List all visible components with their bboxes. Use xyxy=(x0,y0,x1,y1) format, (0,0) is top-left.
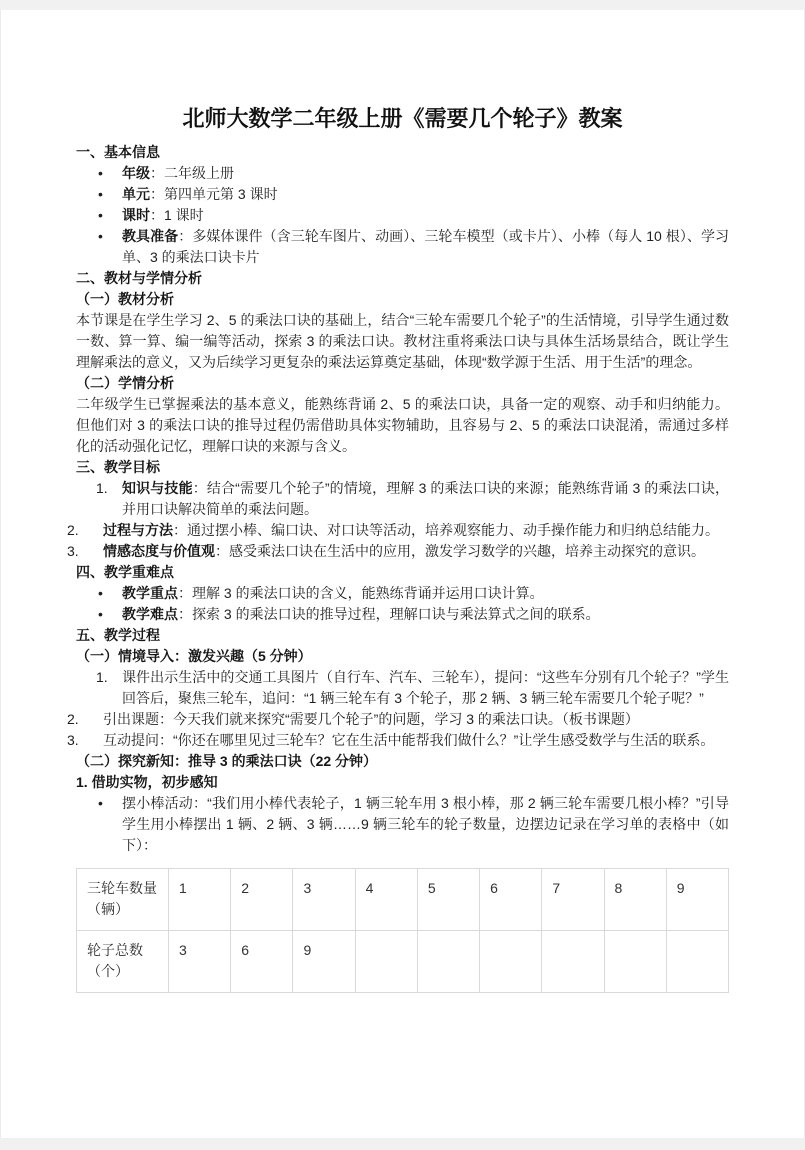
section-heading-key-points: 四、教学重难点 xyxy=(76,564,174,580)
teaching-goals-list xyxy=(67,478,730,562)
list-item-text: 摆小棒活动：“我们用小棒代表轮子，1 辆三轮车用 3 根小棒，那 2 辆三轮车需要几根小棒？”引导学生用小棒摆出 1 辆、2 辆、3 辆……9 辆三轮车的轮子数量，边摆边记录在学习单的表格中（如下）： xyxy=(122,795,729,853)
label-separator: ： xyxy=(192,480,207,496)
table-cell: 9 xyxy=(293,931,355,993)
subheading-textbook-analysis: （一）教材分析 xyxy=(76,291,174,307)
section-heading-teaching-goals: 三、教学目标 xyxy=(76,459,160,475)
list-item-text xyxy=(122,478,729,520)
item-label: 单元 xyxy=(122,186,150,202)
item-value: 理解 3 的乘法口诀的含义，能熟练背诵并运用口诀计算。 xyxy=(192,585,544,601)
item-value: 第四单元第 3 课时 xyxy=(164,186,278,202)
section-heading-teaching-process: 五、教学过程 xyxy=(76,627,160,643)
list-item-text xyxy=(122,163,729,184)
table-cell: 6 xyxy=(480,869,542,931)
list-item-text: 互动提问：“你还在哪里见过三轮车？它在生活中能帮我们做什么？”让学生感受数学与生活的联系。 xyxy=(103,732,715,748)
label-separator: ： xyxy=(178,228,193,244)
document-title: 北师大数学二年级上册《需要几个轮子》教案 xyxy=(182,106,623,131)
list-item-text xyxy=(122,184,729,205)
label-separator: ： xyxy=(150,186,164,202)
label-separator: ： xyxy=(150,207,164,223)
section-heading-basic-info: 一、基本信息 xyxy=(76,144,160,160)
list-item-grade xyxy=(98,163,729,184)
paragraph-student-analysis: 二年级学生已掌握乘法的基本意义，能熟练背诵 2、5 的乘法口诀，具备一定的观察、动手和归纳能力。但他们对 3 的乘法口诀的推导过程仍需借助具体实物辅助，且容易与 2、5 的乘法口诀混淆，需通过多样化的活动强化记忆，理解口诀的来源与含义。 xyxy=(76,396,729,454)
item-label: 教学重点 xyxy=(122,585,178,601)
bullet-icon: • xyxy=(98,228,103,244)
document-page xyxy=(0,10,805,1138)
goal-item-process xyxy=(67,520,729,541)
label-separator: ： xyxy=(150,165,164,181)
list-number: 3. xyxy=(67,732,79,748)
subheading-student-analysis: （二）学情分析 xyxy=(76,375,174,391)
list-item-text: 引出课题：今天我们就来探究“需要几个轮子”的问题，学习 3 的乘法口诀。（板书课题） xyxy=(103,711,639,727)
list-number: 2. xyxy=(67,522,79,538)
table-cell: 4 xyxy=(355,869,417,931)
item-label: 知识与技能 xyxy=(122,480,193,496)
table-cell xyxy=(355,931,417,993)
bullet-icon: • xyxy=(98,585,103,601)
item-value: 感受乘法口诀在生活中的应用，激发学习数学的兴趣，培养主动探究的意识。 xyxy=(229,543,705,559)
table-cell: 1 xyxy=(169,869,231,931)
table-cell: 7 xyxy=(542,869,604,931)
list-item-text: 课件出示生活中的交通工具图片（自行车、汽车、三轮车），提问：“这些车分别有几个轮子？”学生回答后，聚焦三轮车，追问：“1 辆三轮车有 3 个轮子，那 2 辆、3 辆三轮车需要几个轮子呢？” xyxy=(122,669,729,706)
label-separator: ： xyxy=(178,606,192,622)
list-item-teaching-aids xyxy=(98,226,729,268)
item-value: 1 课时 xyxy=(164,207,204,223)
table-cell: 6 xyxy=(231,931,293,993)
table-cell: 3 xyxy=(169,931,231,993)
intro-step-1 xyxy=(96,667,729,709)
table-cell: 2 xyxy=(231,869,293,931)
list-item-text xyxy=(122,226,729,268)
wheel-count-table xyxy=(76,868,729,993)
stick-activity-item xyxy=(98,793,729,856)
key-point-item xyxy=(98,583,729,604)
table-cell xyxy=(604,931,666,993)
list-number: 1. xyxy=(96,480,108,496)
item-value: 二年级上册 xyxy=(164,165,234,181)
list-item-text xyxy=(122,205,729,226)
bullet-icon: • xyxy=(98,207,103,223)
table-cell: 5 xyxy=(417,869,479,931)
item-label: 教具准备 xyxy=(122,228,179,244)
list-number: 2. xyxy=(67,711,79,727)
section-heading-material-analysis: 二、教材与学情分析 xyxy=(76,270,202,286)
bullet-icon: • xyxy=(98,795,103,811)
intro-steps-list xyxy=(67,667,729,751)
table-cell xyxy=(666,931,728,993)
list-item-text xyxy=(122,604,729,625)
list-item-text xyxy=(103,541,729,562)
item-value: 结合“需要几个轮子”的情境，理解 3 的乘法口诀的来源；能熟练背诵 3 的乘法口诀，并用口诀解决简单的乘法问题。 xyxy=(122,480,730,517)
label-separator: ： xyxy=(215,543,229,559)
table-cell xyxy=(542,931,604,993)
label-separator: ： xyxy=(173,522,187,538)
table-cell: 3 xyxy=(293,869,355,931)
item-label: 教学难点 xyxy=(122,606,178,622)
bullet-icon: • xyxy=(98,165,103,181)
key-points-list xyxy=(76,583,729,625)
list-number: 1. xyxy=(96,669,108,685)
table-cell xyxy=(417,931,479,993)
item-value: 多媒体课件（含三轮车图片、动画）、三轮车模型（或卡片）、小棒（每人 10 根）、学习单、3 的乘法口诀卡片 xyxy=(122,228,730,265)
item-value: 探索 3 的乘法口诀的推导过程，理解口诀与乘法算式之间的联系。 xyxy=(192,606,600,622)
step-heading-hands-on: 1. 借助实物，初步感知 xyxy=(76,774,218,790)
item-label: 课时 xyxy=(122,207,150,223)
goal-item-knowledge xyxy=(96,478,729,520)
bullet-icon: • xyxy=(98,186,103,202)
paragraph-textbook-analysis: 本节课是在学生学习 2、5 的乘法口诀的基础上，结合“三轮车需要几个轮子”的生活情境，引导学生通过数一数、算一算、编一编等活动，探索 3 的乘法口诀。教材注重将乘法口诀与具体生活场景结合，既让学生理解乘法的意义，又为后续学习更复杂的乘法运算奠定基础，体现“数学源于生活、用于生活”的理念。 xyxy=(76,312,729,370)
table-cell: 8 xyxy=(604,869,666,931)
goal-item-emotion xyxy=(67,541,729,562)
table-cell xyxy=(480,931,542,993)
intro-step-2 xyxy=(67,709,729,730)
list-item-text xyxy=(122,583,729,604)
subheading-situation-intro: （一）情境导入：激发兴趣（5 分钟） xyxy=(76,648,312,664)
item-label: 过程与方法 xyxy=(103,522,173,538)
row-header-wheel-total: 轮子总数（个） xyxy=(77,931,169,993)
table-row-tricycle-count xyxy=(77,869,729,931)
list-number: 3. xyxy=(67,543,79,559)
item-label: 年级 xyxy=(122,165,150,181)
list-item-unit xyxy=(98,184,729,205)
table-row-wheel-total xyxy=(77,931,729,993)
item-value: 通过摆小棒、编口诀、对口诀等活动，培养观察能力、动手操作能力和归纳总结能力。 xyxy=(187,522,719,538)
list-item-text xyxy=(103,520,729,541)
table-cell: 9 xyxy=(666,869,728,931)
bullet-icon: • xyxy=(98,606,103,622)
basic-info-list xyxy=(76,163,729,268)
difficult-point-item xyxy=(98,604,729,625)
label-separator: ： xyxy=(178,585,192,601)
row-header-tricycle-count: 三轮车数量（辆） xyxy=(77,869,169,931)
list-item-lesson-hours xyxy=(98,205,729,226)
intro-step-3 xyxy=(67,730,729,751)
subheading-explore-new-knowledge: （二）探究新知：推导 3 的乘法口诀（22 分钟） xyxy=(76,753,378,769)
item-label: 情感态度与价值观 xyxy=(103,543,215,559)
